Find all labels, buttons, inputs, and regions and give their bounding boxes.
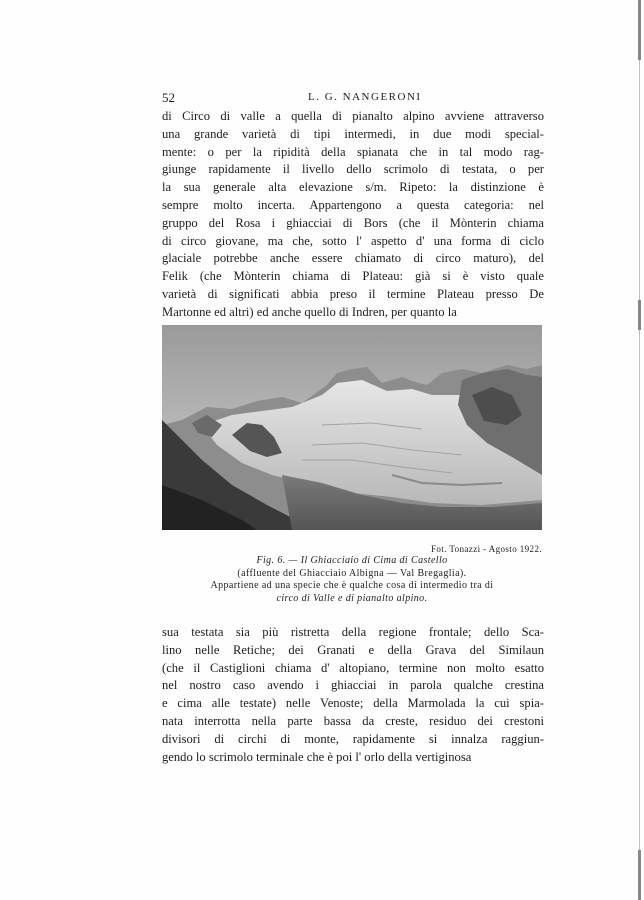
caption-line: (affluente del Ghiacciaio Albigna — Val Bregaglia). — [237, 567, 467, 579]
caption-line: Appartiene ad una specie che è qualche cosa di intermedio tra di — [210, 580, 494, 592]
running-head: L. G. NANGERONI — [308, 91, 422, 103]
text-line: sua testata sia più ristretta della regione frontale; dello Sca- — [162, 625, 544, 639]
text-line: di circo giovane, ma che, sotto l' aspetto d' una forma di ciclo — [162, 233, 544, 248]
text-line: Felik (che Mònterin chiama di Plateau: già si è visto quale — [162, 269, 544, 284]
text-line: varietà di significati abbia preso il termine Plateau presso De — [162, 286, 544, 301]
text-line: lino nelle Retiche; dei Granati e della Grava del Similaun — [162, 642, 544, 657]
page-header — [162, 90, 544, 106]
page-edge — [639, 0, 640, 900]
text-line: una grande varietà di tipi intermedi, in due modi special- — [162, 126, 544, 141]
paragraph-2 — [162, 624, 544, 766]
paragraph-1 — [162, 108, 544, 322]
text-line: Martonne ed altri) ed anche quello di Indren, per quanto la — [162, 304, 457, 319]
text-line: giunge rapidamente il livello dello scrimolo di testata, o per — [162, 162, 544, 177]
text-line: di Circo di valle a quella di pianalto alpino avviene attraverso — [162, 109, 544, 123]
text-line: (che il Castiglioni chiama d' altopiano, termine non molto esatto — [162, 660, 544, 675]
caption-line: circo di Valle e di pianalto alpino. — [276, 592, 428, 604]
photo-credit: Fot. Tonazzi - Agosto 1922. — [431, 544, 542, 554]
text-line: gruppo del Rosa i ghiacciai di Bors (che il Mònterin chiama — [162, 215, 544, 230]
text-line: la sua generale alta elevazione s/m. Ripeto: la distinzione è — [162, 180, 544, 195]
text-line: e cima alle testate) nelle Venoste; della Marmolada la cui spia- — [162, 696, 544, 711]
caption-line: Fig. 6. — Il Ghiacciaio di Cima di Castello — [256, 555, 448, 566]
text-line: mente: o per la ripidità della spianata che in tal modo rag- — [162, 144, 544, 159]
page-edge-mark — [638, 300, 641, 330]
page-edge-mark — [638, 0, 641, 60]
text-line: nel nostro caso avendo i ghiacciai in parola qualche crestina — [162, 678, 544, 693]
page-edge-mark — [638, 850, 641, 900]
text-line: nata interrotta nella parte bassa da creste, residuo dei crestoni — [162, 713, 544, 728]
text-line: divisori di circhi di monte, rapidamente si innalza raggiun- — [162, 731, 544, 746]
figure-caption — [162, 555, 542, 605]
glacier-photograph — [162, 325, 542, 530]
page-number: 52 — [162, 90, 175, 105]
text-line: gendo lo scrimolo terminale che è poi l' orlo della vertiginosa — [162, 749, 472, 764]
text-line: glaciale potrebbe anche essere chiamato di circo maturo), del — [162, 251, 544, 266]
text-line: sempre molto incerta. Appartengono a questa categoria: nel — [162, 197, 544, 212]
